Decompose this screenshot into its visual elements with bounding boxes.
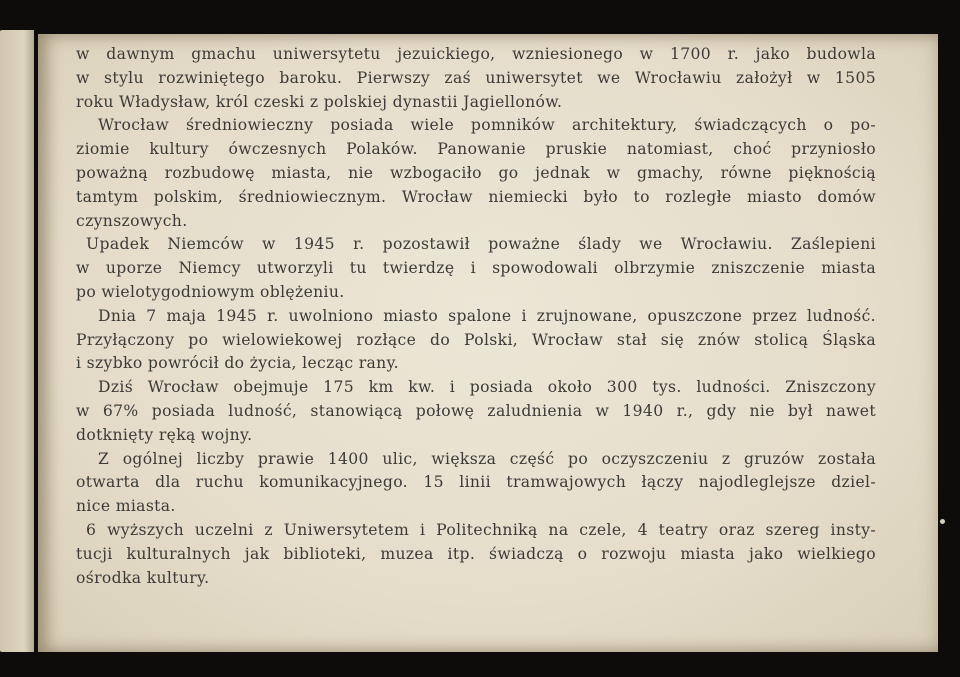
text-line: poważną rozbudowę miasta, nie wzbogaciło go jednak w gmachy, równe pięknością [76, 163, 876, 182]
text-line: nice miasta. [76, 497, 176, 516]
text-line: i szybko powrócił do życia, lecząc rany. [76, 354, 399, 373]
text-line: tucji kulturalnych jak biblioteki, muzea itp. świadczą o rozwoju miasta jako wielkiego [76, 544, 876, 563]
text-line: Przyłączony po wielowiekowej rozłące do Polski, Wrocław stał się znów stolicą Śląska [76, 330, 876, 349]
text-line: ziomie kultury ówczesnych Polaków. Panowanie pruskie natomiast, choć przyniosło [76, 140, 876, 159]
text-line: Dziś Wrocław obejmuje 175 km kw. i posiada około 300 tys. ludności. Zniszczony [98, 378, 876, 397]
text-line: Upadek Niemców w 1945 r. pozostawił poważne ślady we Wrocławiu. Zaślepieni [86, 235, 876, 254]
text-line: otwarta dla ruchu komunikacyjnego. 15 linii tramwajowych łączy najodleglejsze dziel- [76, 473, 876, 492]
text-line: w uporze Niemcy utworzyli tu twierdzę i spowodowali olbrzymie zniszczenie miasta [76, 259, 876, 278]
text-line: w 67% posiada ludność, stanowiącą połowę zaludnienia w 1940 r., gdy nie był nawet [76, 401, 876, 420]
text-line: dotknięty ręką wojny. [76, 425, 253, 444]
left-page-edge [0, 30, 34, 652]
text-line: Wrocław średniowieczny posiada wiele pomników architektury, świadczących o po- [98, 116, 876, 135]
page-speck [940, 519, 945, 524]
text-line: ośrodka kultury. [76, 568, 210, 587]
text-line: w stylu rozwiniętego baroku. Pierwszy zaś uniwersytet we Wrocławiu założył w 1505 [76, 68, 876, 87]
text-line: czynszowych. [76, 211, 188, 230]
text-line: Z ogólnej liczby prawie 1400 ulic, większa część po oczyszczeniu z gruzów została [98, 449, 876, 468]
text-line: roku Władysław, król czeski z polskiej dynastii Jagiellonów. [76, 92, 563, 111]
text-line: w dawnym gmachu uniwersytetu jezuickiego, wzniesionego w 1700 r. jako budowla [76, 45, 876, 63]
text-line: tamtym polskim, średniowiecznym. Wrocław niemiecki było to rozległe miasto domów [76, 187, 876, 206]
page-text [76, 43, 876, 590]
text-line: 6 wyższych uczelni z Uniwersytetem i Politechniką na czele, 4 teatry oraz szereg insty- [86, 520, 876, 539]
text-line: po wielotygodniowym oblężeniu. [76, 282, 345, 301]
text-line: Dnia 7 maja 1945 r. uwolniono miasto spalone i zrujnowane, opuszczone przez ludność. [98, 306, 876, 325]
